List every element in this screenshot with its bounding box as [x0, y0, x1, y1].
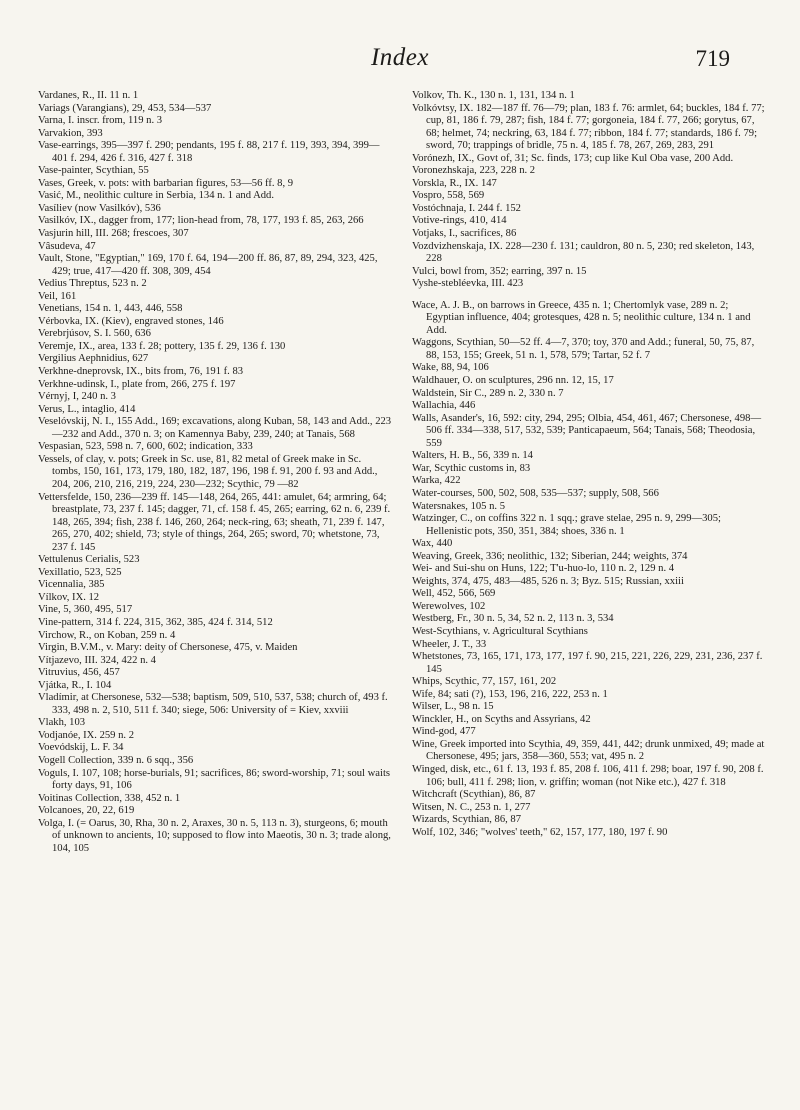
running-head	[0, 44, 800, 84]
index-entry: Voevódskij, L. F. 34	[38, 742, 124, 754]
index-entry: Volcanoes, 20, 22, 619	[38, 805, 135, 817]
index-entry: Vítjazevo, III. 324, 422 n. 4	[38, 654, 156, 666]
index-entry: Veil, 161	[38, 290, 77, 302]
index-entry: Vlakh, 103	[38, 717, 86, 729]
index-entry: Voguls, I. 107, 108; horse-burials, 91; sacrifices, 86; sword-worship, 71; soul waits forty days, 91, 106	[38, 767, 391, 792]
index-entry: Vasilkóv, IX., dagger from, 177; lion-head from, 78, 177, 193 f. 85, 263, 266	[38, 215, 364, 227]
index-entry: Watersnakes, 105 n. 5	[412, 500, 505, 512]
index-entry: Wolf, 102, 346; "wolves' teeth," 62, 157, 177, 180, 197 f. 90	[412, 826, 668, 838]
index-entry: Vodjanóe, IX. 259 n. 2	[38, 729, 135, 741]
index-entry: Weights, 374, 475, 483—485, 526 n. 3; Byz. 515; Russian, xxiii	[412, 575, 684, 587]
index-entry: Vérbovka, IX. (Kiev), engraved stones, 146	[38, 315, 224, 327]
index-entry: Witsen, N. C., 253 n. 1, 277	[412, 801, 531, 813]
index-entry: Vyshe-stebléevka, III. 423	[412, 278, 524, 290]
right-column	[412, 90, 766, 855]
index-entry: Vladímir, at Chersonese, 532—538; baptism, 509, 510, 537, 538; church of, 493 f. 333, 498 n. 2, 510, 511 f. 340; siege, 506: University of = Kiev, xxviii	[38, 692, 388, 716]
page-number: 719	[695, 46, 730, 71]
index-entry: Volkóvtsy, IX. 182—187 ff. 76—79; plan, 183 f. 76: armlet, 64; buckles, 184 f. 77; cup, 81, 186 f. 79, 287; fish, 184 f. 77; gorgoneia, 184 f. 77, 266; gorytus, 67, 68; helmet, 74; neckring, 63, 184 f. 77; ribbon, 184 f. 77; standards, 186 f. 79; sword, 70; trappings of bridle, 75 n. 4, 185 f. 78, 267, 269, 283, 291	[412, 102, 765, 152]
index-entry: Winckler, H., on Scyths and Assyrians, 42	[412, 713, 591, 725]
index-entry: Vulci, bowl from, 352; earring, 397 n. 15	[412, 265, 587, 277]
index-entry: Wei- and Sui-shu on Huns, 122; T'u-huo-lo, 110 n. 2, 129 n. 4	[412, 563, 675, 575]
index-entry: Well, 452, 566, 569	[412, 588, 496, 600]
index-entry: Vault, Stone, "Egyptian," 169, 170 f. 64, 194—200 ff. 86, 87, 89, 294, 323, 425, 429; true, 417—420 ff. 308, 309, 454	[38, 253, 378, 277]
index-entry: Vettersfelde, 150, 236—239 ff. 145—148, 264, 265, 441: amulet, 64; armring, 64; breastplate, 73, 237 f. 145; dagger, 71, cf. 158 f. 45, 265; earring, 62 n. 6, 239 f. 148, 265, 394; fish, 238 f. 146, 260, 264; neck-ring, 63; sheath, 71, 239 f. 147, 265, 270, 402; shield, 73; style of things, 264, 265; sword, 70; whetstone, 73, 237 f. 145	[38, 491, 391, 553]
index-entry: Vérnyj, I, 240 n. 3	[38, 391, 116, 403]
index-entry: Warka, 422	[412, 475, 461, 487]
index-entry: Vitruvius, 456, 457	[38, 667, 120, 679]
index-columns	[38, 90, 766, 855]
index-entry: Veselóvskij, N. I., 155 Add., 169; excavations, along Kuban, 58, 143 and Add., 223—232 and Add., 370 n. 3; on Kamennya Baby, 239, 240; at Tanais, 568	[38, 416, 392, 440]
index-entry: Wine, Greek imported into Scythia, 49, 359, 441, 442; drunk unmixed, 49; made at Chersonese, 495; jars, 358—360, 553; vat, 495 n. 2	[412, 738, 765, 763]
index-entry: Vâsudeva, 47	[38, 240, 96, 252]
index-entry: Verkhne-dneprovsk, IX., bits from, 76, 191 f. 83	[38, 366, 244, 378]
index-entry: Voronezhskaja, 223, 228 n. 2	[412, 165, 536, 177]
index-entry: Vases, Greek, v. pots: with barbarian figures, 53—56 ff. 8, 9	[38, 177, 294, 189]
index-entry: Whips, Scythic, 77, 157, 161, 202	[412, 676, 557, 688]
index-entry: Witchcraft (Scythian), 86, 87	[412, 789, 536, 801]
index-entry: Verebrjúsov, S. I. 560, 636	[38, 328, 151, 340]
index-entry: Vasić, M., neolithic culture in Serbia, 134 n. 1 and Add.	[38, 190, 274, 202]
index-entry: Variags (Varangians), 29, 453, 534—537	[38, 102, 212, 114]
index-entry: Walls, Asander's, 16, 592: city, 294, 295; Olbia, 454, 461, 467; Chersonese, 498—506 ff. 334—338, 517, 532, 539; Panticapaeum, 564; Tanais, 568; Theodosia, 559	[412, 412, 762, 449]
index-entry: Votjaks, I., sacrifices, 86	[412, 228, 517, 240]
index-entry: Wake, 88, 94, 106	[412, 362, 489, 374]
index-entry: Vicennalia, 385	[38, 579, 105, 591]
index-entry: Westberg, Fr., 30 n. 5, 34, 52 n. 2, 113 n. 3, 534	[412, 613, 614, 625]
index-entry: Verus, L., intaglio, 414	[38, 403, 136, 415]
index-entry: Volkov, Th. K., 130 n. 1, 131, 134 n. 1	[412, 90, 575, 101]
index-entry: Wife, 84; sati (?), 153, 196, 216, 222, 253 n. 1	[412, 688, 608, 700]
index-entry: Waggons, Scythian, 50—52 ff. 4—7, 370; toy, 370 and Add.; funeral, 50, 75, 87, 88, 153, 155; Greek, 51 n. 1, 578, 579; Tartar, 52 f. 7	[412, 337, 755, 361]
index-entry: Vozdvizhenskaja, IX. 228—230 f. 131; cauldron, 80 n. 5, 230; red skeleton, 143, 228	[412, 240, 755, 265]
page-title: Index	[370, 44, 430, 71]
index-entry: Votive-rings, 410, 414	[412, 215, 507, 227]
index-entry: Virchow, R., on Koban, 259 n. 4	[38, 629, 176, 641]
index-entry: Vettulenus Cerialis, 523	[38, 554, 140, 566]
index-entry: Virgin, B.V.M., v. Mary: deity of Chersonese, 475, v. Maiden	[38, 642, 298, 654]
index-entry: Vardanes, R., II. 11 n. 1	[38, 90, 139, 101]
index-entry: Venetians, 154 n. 1, 443, 446, 558	[38, 303, 183, 315]
index-entry: Vílkov, IX. 12	[38, 591, 100, 603]
index-entry: Vasjurin hill, III. 268; frescoes, 307	[38, 228, 189, 240]
index-entry: Watzinger, C., on coffins 322 n. 1 sqq.; grave stelae, 295 n. 9, 299—305; Hellenistic pots, 350, 351, 384; shoes, 336 n. 1	[412, 513, 721, 537]
index-entry: Water-courses, 500, 502, 508, 535—537; supply, 508, 566	[412, 487, 659, 499]
index-entry: Wheeler, J. T., 33	[412, 638, 487, 650]
index-entry: Wizards, Scythian, 86, 87	[412, 814, 522, 826]
index-entry: Vorónezh, IX., Govt of, 31; Sc. finds, 173; cup like Kul Oba vase, 200 Add.	[412, 152, 734, 164]
index-entry: Vase-earrings, 395—397 f. 290; pendants, 195 f. 88, 217 f. 119, 393, 394, 399—401 f. 294, 426 f. 316, 427 f. 318	[38, 140, 380, 164]
index-entry: Vostóchnaja, I. 244 f. 152	[412, 202, 521, 214]
index-entry: Waldstein, Sir C., 289 n. 2, 330 n. 7	[412, 387, 564, 399]
index-entry: Varna, I. inscr. from, 119 n. 3	[38, 115, 163, 127]
index-entry: Waldhauer, O. on sculptures, 296 nn. 12, 15, 17	[412, 375, 614, 387]
index-entry: Vorskla, R., IX. 147	[412, 177, 497, 189]
index-entry: War, Scythic customs in, 83	[412, 462, 531, 474]
index-entry: Walters, H. B., 56, 339 n. 14	[412, 450, 533, 462]
index-entry: Vedius Threptus, 523 n. 2	[38, 278, 147, 290]
index-entry: Verkhne-udinsk, I., plate from, 266, 275 f. 197	[38, 378, 236, 390]
index-entry: Vjátka, R., I. 104	[38, 679, 112, 691]
index-entry: Vespasian, 523, 598 n. 7, 600, 602; indication, 333	[38, 441, 253, 453]
index-entry: Vessels, of clay, v. pots; Greek in Sc. use, 81, 82 metal of Greek make in Sc. tombs, 150, 161, 173, 179, 180, 182, 187, 196, 198 f. 91, 200 f. 93 and Add., 204, 206, 210, 216, 219, 224, 230—232; Scythic, 79 —82	[38, 453, 378, 490]
index-entry: Vase-painter, Scythian, 55	[38, 165, 149, 177]
index-entry: Varvakion, 393	[38, 127, 103, 139]
index-entry: Vine-pattern, 314 f. 224, 315, 362, 385, 424 f. 314, 512	[38, 616, 273, 628]
index-entry: Wilser, L., 98 n. 15	[412, 701, 494, 713]
index-entry: Wallachia, 446	[412, 400, 476, 412]
index-entry: Voitinas Collection, 338, 452 n. 1	[38, 792, 181, 804]
index-entry: Whetstones, 73, 165, 171, 173, 177, 197 f. 90, 215, 221, 226, 229, 231, 236, 237 f. 145	[412, 651, 763, 675]
index-entry: Vexillatio, 523, 525	[38, 566, 122, 578]
index-entry: Wax, 440	[412, 538, 453, 550]
index-entry: Vospro, 558, 569	[412, 190, 485, 202]
index-entry: West-Scythians, v. Agricultural Scythians	[412, 625, 588, 637]
index-entry: Weaving, Greek, 336; neolithic, 132; Siberian, 244; weights, 374	[412, 550, 688, 562]
index-entry: Vergilius Aephnidius, 627	[38, 353, 149, 365]
index-entry: Wace, A. J. B., on barrows in Greece, 435 n. 1; Chertomlyk vase, 289 n. 2; Egyptian influence, 404; grotesques, 428 n. 5; neolithic culture, 134 n. 1 and Add.	[412, 299, 751, 336]
index-entry: Vine, 5, 360, 495, 517	[38, 604, 133, 616]
left-column	[38, 90, 392, 855]
index-entry: Wind-god, 477	[412, 726, 476, 738]
index-entry: Volga, I. (= Oarus, 30, Rha, 30 n. 2, Araxes, 30 n. 5, 113 n. 3), sturgeons, 6; mouth of unknown to ancients, 10; supposed to flow into Maeotis, 30 n. 3; trade along, 104, 105	[38, 817, 391, 854]
index-entry: Werewolves, 102	[412, 600, 486, 612]
index-entry: Vogell Collection, 339 n. 6 sqq., 356	[38, 754, 194, 766]
index-entry: Vasíliev (now Vasilkóv), 536	[38, 202, 161, 214]
index-entry: Winged, disk, etc., 61 f. 13, 193 f. 85, 208 f. 106, 411 f. 298; boar, 197 f. 90, 208 f. 106; bull, 411 f. 298; lion, v. griffin; woman (not Nike etc.), 427 f. 318	[412, 763, 764, 788]
index-entry: Veremje, IX., area, 133 f. 28; pottery, 135 f. 29, 136 f. 130	[38, 340, 286, 352]
